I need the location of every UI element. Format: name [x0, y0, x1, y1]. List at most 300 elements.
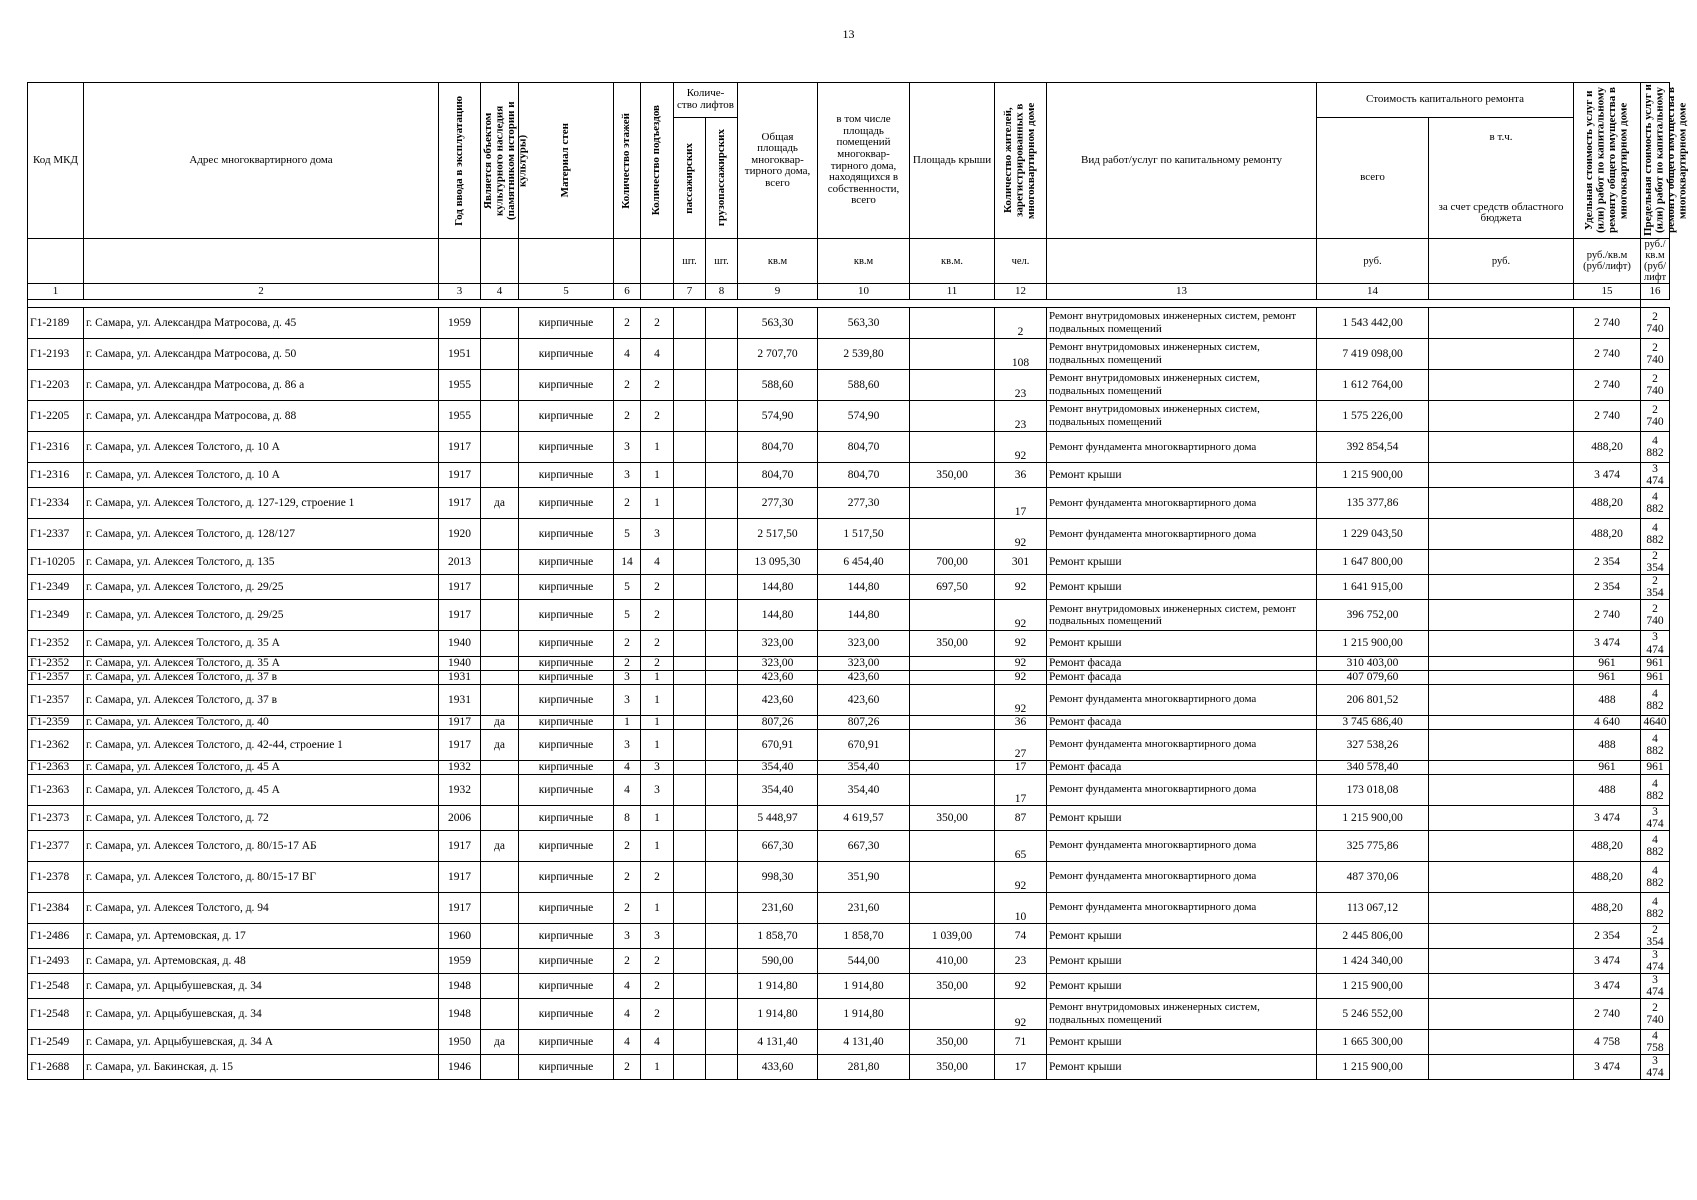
cell-residents: 92 — [995, 973, 1047, 998]
cell-mkd-code: Г1-2316 — [28, 463, 84, 488]
cell-passenger-elevators — [674, 805, 706, 830]
cell-freight-elevators — [706, 519, 738, 550]
cell-mkd-code: Г1-2357 — [28, 670, 84, 684]
cell-passenger-elevators — [674, 861, 706, 892]
cell-roof-area — [910, 684, 995, 715]
cell-year: 1931 — [439, 670, 481, 684]
cell-entrances: 4 — [641, 339, 674, 370]
header-roof-area: Площадь крыши — [910, 83, 995, 239]
cell-limit-cost: 2 354 — [1641, 575, 1670, 600]
cell-heritage — [481, 600, 519, 631]
cell-mkd-code: Г1-2384 — [28, 892, 84, 923]
cell-cost-budget — [1429, 463, 1574, 488]
cell-freight-elevators — [706, 729, 738, 760]
cell-freight-elevators — [706, 948, 738, 973]
cell-heritage — [481, 805, 519, 830]
header-code: Код МКД — [28, 83, 84, 239]
cell-heritage — [481, 519, 519, 550]
cell-entrances: 1 — [641, 463, 674, 488]
cell-cost-total: 5 246 552,00 — [1317, 999, 1429, 1030]
cell-address: г. Самара, ул. Артемовская, д. 17 — [84, 923, 439, 948]
cell-entrances: 1 — [641, 892, 674, 923]
cell-owned-area: 574,90 — [818, 401, 910, 432]
cell-floors: 1 — [614, 715, 641, 729]
cell-heritage — [481, 1055, 519, 1080]
cell-mkd-code: Г1-2548 — [28, 973, 84, 998]
cell-limit-cost: 3 474 — [1641, 973, 1670, 998]
unit-rate: руб./кв.м (руб/лифт) — [1574, 239, 1641, 284]
cell-year: 2006 — [439, 805, 481, 830]
cell-total-area: 998,30 — [738, 861, 818, 892]
cell-entrances: 4 — [641, 550, 674, 575]
cell-heritage: да — [481, 830, 519, 861]
table-row — [28, 1030, 1670, 1055]
cell-work-type: Ремонт фасада — [1047, 656, 1317, 670]
header-cost-budget: за счет средств областного бюджета — [1438, 200, 1564, 225]
cell-residents: 23 — [995, 370, 1047, 401]
cell-freight-elevators — [706, 575, 738, 600]
cell-unit-cost: 3 474 — [1574, 1055, 1641, 1080]
cell-material: кирпичные — [519, 463, 614, 488]
cell-mkd-code: Г1-2378 — [28, 861, 84, 892]
cell-unit-cost: 488,20 — [1574, 519, 1641, 550]
cell-cost-total: 487 370,06 — [1317, 861, 1429, 892]
table-row — [28, 760, 1670, 774]
cell-freight-elevators — [706, 923, 738, 948]
cell-passenger-elevators — [674, 631, 706, 656]
cell-owned-area: 1 914,80 — [818, 973, 910, 998]
cell-mkd-code: Г1-2688 — [28, 1055, 84, 1080]
cell-unit-cost: 488,20 — [1574, 432, 1641, 463]
cell-cost-total: 1 215 900,00 — [1317, 973, 1429, 998]
cell-total-area: 323,00 — [738, 631, 818, 656]
cell-total-area: 574,90 — [738, 401, 818, 432]
cell-floors: 2 — [614, 892, 641, 923]
cell-work-type: Ремонт крыши — [1047, 805, 1317, 830]
column-number: 8 — [706, 284, 738, 300]
cell-floors: 4 — [614, 774, 641, 805]
column-number: 11 — [910, 284, 995, 300]
column-number: 9 — [738, 284, 818, 300]
cell-entrances: 2 — [641, 973, 674, 998]
cell-entrances: 3 — [641, 774, 674, 805]
cell-address: г. Самара, ул. Арцыбушевская, д. 34 А — [84, 1030, 439, 1055]
column-number — [1429, 284, 1574, 300]
cell-cost-budget — [1429, 670, 1574, 684]
table-header — [28, 83, 1689, 300]
cell-owned-area: 1 858,70 — [818, 923, 910, 948]
unit-sqm: кв.м — [738, 239, 818, 284]
cell-limit-cost: 4 882 — [1641, 892, 1670, 923]
column-number: 16 — [1641, 284, 1670, 300]
cell-limit-cost: 961 — [1641, 656, 1670, 670]
cell-work-type: Ремонт внутридомовых инженерных систем, ремонт подвальных помещений — [1047, 308, 1317, 339]
cell-passenger-elevators — [674, 308, 706, 339]
cell-total-area: 563,30 — [738, 308, 818, 339]
header-address: Адрес многоквартирного дома — [84, 83, 439, 239]
cell-owned-area: 2 539,80 — [818, 339, 910, 370]
cell-total-area: 1 914,80 — [738, 999, 818, 1030]
cell-cost-total: 396 752,00 — [1317, 600, 1429, 631]
cell-address: г. Самара, ул. Алексея Толстого, д. 10 А — [84, 463, 439, 488]
cell-cost-total: 7 419 098,00 — [1317, 339, 1429, 370]
cell-address: г. Самара, ул. Алексея Толстого, д. 135 — [84, 550, 439, 575]
unit-rub: руб. — [1317, 239, 1429, 284]
cell-total-area: 277,30 — [738, 488, 818, 519]
cell-cost-total: 327 538,26 — [1317, 729, 1429, 760]
cell-residents: 108 — [995, 339, 1047, 370]
cell-material: кирпичные — [519, 575, 614, 600]
cell-cost-total: 1 665 300,00 — [1317, 1030, 1429, 1055]
cell-unit-cost: 488,20 — [1574, 830, 1641, 861]
cell-residents: 92 — [995, 519, 1047, 550]
cell-limit-cost: 4 882 — [1641, 432, 1670, 463]
table-row — [28, 923, 1670, 948]
cell-floors: 5 — [614, 600, 641, 631]
cell-work-type: Ремонт фасада — [1047, 670, 1317, 684]
cell-passenger-elevators — [674, 830, 706, 861]
cell-heritage — [481, 923, 519, 948]
cell-passenger-elevators — [674, 1030, 706, 1055]
cell-limit-cost: 3 474 — [1641, 805, 1670, 830]
column-number — [641, 284, 674, 300]
cell-limit-cost: 4 882 — [1641, 774, 1670, 805]
cell-total-area: 804,70 — [738, 432, 818, 463]
cell-address: г. Самара, ул. Алексея Толстого, д. 80/15-17 АБ — [84, 830, 439, 861]
cell-mkd-code: Г1-2189 — [28, 308, 84, 339]
cell-unit-cost: 4 640 — [1574, 715, 1641, 729]
cell-work-type: Ремонт фундамента многоквартирного дома — [1047, 861, 1317, 892]
cell-work-type: Ремонт фундамента многоквартирного дома — [1047, 519, 1317, 550]
cell-roof-area — [910, 370, 995, 401]
cell-year: 1959 — [439, 308, 481, 339]
cell-freight-elevators — [706, 1030, 738, 1055]
cell-limit-cost: 961 — [1641, 760, 1670, 774]
cell-mkd-code: Г1-2316 — [28, 432, 84, 463]
cell-owned-area: 323,00 — [818, 656, 910, 670]
header-year: Год ввода в эксплуатацию — [452, 95, 465, 226]
table-row — [28, 463, 1670, 488]
cell-cost-total: 325 775,86 — [1317, 830, 1429, 861]
capital-repair-table — [27, 82, 1689, 1080]
cell-address: г. Самара, ул. Бакинская, д. 15 — [84, 1055, 439, 1080]
cell-unit-cost: 488 — [1574, 774, 1641, 805]
cell-passenger-elevators — [674, 892, 706, 923]
header-entrances: Количество подъездов — [650, 105, 663, 216]
cell-limit-cost: 4 882 — [1641, 488, 1670, 519]
cell-year: 1917 — [439, 575, 481, 600]
cell-heritage — [481, 973, 519, 998]
cell-heritage — [481, 670, 519, 684]
cell-mkd-code: Г1-2363 — [28, 774, 84, 805]
table-row — [28, 729, 1670, 760]
cell-owned-area: 231,60 — [818, 892, 910, 923]
cell-entrances: 2 — [641, 575, 674, 600]
cell-material: кирпичные — [519, 370, 614, 401]
cell-freight-elevators — [706, 861, 738, 892]
cell-freight-elevators — [706, 401, 738, 432]
cell-residents: 17 — [995, 1055, 1047, 1080]
cell-material: кирпичные — [519, 656, 614, 670]
cell-work-type: Ремонт крыши — [1047, 1030, 1317, 1055]
table-row — [28, 948, 1670, 973]
cell-material: кирпичные — [519, 401, 614, 432]
cell-entrances: 2 — [641, 999, 674, 1030]
cell-work-type: Ремонт крыши — [1047, 923, 1317, 948]
cell-floors: 2 — [614, 1055, 641, 1080]
column-number: 1 — [28, 284, 84, 300]
cell-entrances: 2 — [641, 861, 674, 892]
cell-total-area: 323,00 — [738, 656, 818, 670]
cell-roof-area — [910, 519, 995, 550]
unit-rate: руб./кв.м (руб/лифт — [1641, 239, 1670, 284]
cell-owned-area: 6 454,40 — [818, 550, 910, 575]
cell-unit-cost: 3 474 — [1574, 805, 1641, 830]
cell-work-type: Ремонт внутридомовых инженерных систем, подвальных помещений — [1047, 401, 1317, 432]
cell-address: г. Самара, ул. Алексея Толстого, д. 94 — [84, 892, 439, 923]
cell-owned-area: 277,30 — [818, 488, 910, 519]
cell-freight-elevators — [706, 892, 738, 923]
cell-owned-area: 804,70 — [818, 463, 910, 488]
table-row — [28, 805, 1670, 830]
cell-year: 1917 — [439, 488, 481, 519]
table-row — [28, 715, 1670, 729]
cell-address: г. Самара, ул. Арцыбушевская, д. 34 — [84, 973, 439, 998]
cell-address: г. Самара, ул. Алексея Толстого, д. 29/25 — [84, 600, 439, 631]
cell-address: г. Самара, ул. Александра Матросова, д. 88 — [84, 401, 439, 432]
cell-mkd-code: Г1-2352 — [28, 631, 84, 656]
header-unit-cost: Удельная стоимость услуг и (или) работ по капитальному ремонту общего имущества в многоквартирном доме — [1582, 87, 1630, 234]
table-row — [28, 774, 1670, 805]
cell-roof-area: 410,00 — [910, 948, 995, 973]
unit-pcs: шт. — [674, 239, 706, 284]
unit-sqm: кв.м — [818, 239, 910, 284]
cell-owned-area: 4 131,40 — [818, 1030, 910, 1055]
cell-residents: 10 — [995, 892, 1047, 923]
cell-owned-area: 1 517,50 — [818, 519, 910, 550]
table-row — [28, 488, 1670, 519]
cell-address: г. Самара, ул. Арцыбушевская, д. 34 — [84, 999, 439, 1030]
cell-limit-cost: 2 740 — [1641, 600, 1670, 631]
cell-total-area: 2 707,70 — [738, 339, 818, 370]
cell-cost-total: 1 641 915,00 — [1317, 575, 1429, 600]
cell-unit-cost: 961 — [1574, 760, 1641, 774]
header-cost-incl: в т.ч. — [1489, 131, 1513, 143]
cell-cost-total: 407 079,60 — [1317, 670, 1429, 684]
column-number: 14 — [1317, 284, 1429, 300]
cell-address: г. Самара, ул. Артемовская, д. 48 — [84, 948, 439, 973]
cell-entrances: 2 — [641, 600, 674, 631]
cell-cost-total: 310 403,00 — [1317, 656, 1429, 670]
cell-owned-area: 804,70 — [818, 432, 910, 463]
cell-year: 1917 — [439, 463, 481, 488]
cell-heritage: да — [481, 488, 519, 519]
cell-passenger-elevators — [674, 729, 706, 760]
cell-year: 1946 — [439, 1055, 481, 1080]
cell-cost-budget — [1429, 575, 1574, 600]
cell-total-area: 804,70 — [738, 463, 818, 488]
cell-year: 1959 — [439, 948, 481, 973]
cell-entrances: 1 — [641, 684, 674, 715]
cell-roof-area — [910, 999, 995, 1030]
cell-owned-area: 423,60 — [818, 670, 910, 684]
cell-cost-budget — [1429, 550, 1574, 575]
cell-work-type: Ремонт фундамента многоквартирного дома — [1047, 432, 1317, 463]
column-number: 4 — [481, 284, 519, 300]
table-row — [28, 892, 1670, 923]
cell-address: г. Самара, ул. Александра Матросова, д. 86 а — [84, 370, 439, 401]
cell-mkd-code: Г1-2337 — [28, 519, 84, 550]
cell-mkd-code: Г1-2493 — [28, 948, 84, 973]
cell-total-area: 807,26 — [738, 715, 818, 729]
cell-cost-budget — [1429, 656, 1574, 670]
cell-cost-total: 206 801,52 — [1317, 684, 1429, 715]
cell-limit-cost: 2 740 — [1641, 339, 1670, 370]
cell-total-area: 144,80 — [738, 600, 818, 631]
cell-passenger-elevators — [674, 575, 706, 600]
cell-entrances: 2 — [641, 948, 674, 973]
cell-roof-area — [910, 339, 995, 370]
cell-address: г. Самара, ул. Алексея Толстого, д. 45 А — [84, 760, 439, 774]
header-elevators: Количе- ство лифтов — [674, 83, 738, 118]
cell-floors: 4 — [614, 1030, 641, 1055]
cell-total-area: 144,80 — [738, 575, 818, 600]
cell-year: 1917 — [439, 830, 481, 861]
table-row — [28, 308, 1670, 339]
cell-limit-cost: 2 354 — [1641, 923, 1670, 948]
cell-residents: 17 — [995, 774, 1047, 805]
cell-unit-cost: 2 740 — [1574, 370, 1641, 401]
cell-work-type: Ремонт фундамента многоквартирного дома — [1047, 684, 1317, 715]
cell-address: г. Самара, ул. Алексея Толстого, д. 80/15-17 ВГ — [84, 861, 439, 892]
cell-passenger-elevators — [674, 370, 706, 401]
cell-cost-budget — [1429, 774, 1574, 805]
cell-unit-cost: 3 474 — [1574, 463, 1641, 488]
cell-material: кирпичные — [519, 892, 614, 923]
cell-total-area: 670,91 — [738, 729, 818, 760]
cell-passenger-elevators — [674, 432, 706, 463]
cell-entrances: 3 — [641, 923, 674, 948]
cell-owned-area: 351,90 — [818, 861, 910, 892]
header-limit-cost: Предельная стоимость услуг и (или) работ по капитальному ремонту общего имущества в многоквартирном доме — [1642, 84, 1689, 237]
table-row — [28, 670, 1670, 684]
cell-limit-cost: 4 882 — [1641, 519, 1670, 550]
cell-total-area: 354,40 — [738, 774, 818, 805]
cell-cost-total: 1 612 764,00 — [1317, 370, 1429, 401]
cell-passenger-elevators — [674, 1055, 706, 1080]
cell-heritage — [481, 760, 519, 774]
cell-address: г. Самара, ул. Алексея Толстого, д. 128/127 — [84, 519, 439, 550]
cell-owned-area: 144,80 — [818, 600, 910, 631]
cell-address: г. Самара, ул. Алексея Толстого, д. 10 А — [84, 432, 439, 463]
cell-passenger-elevators — [674, 656, 706, 670]
cell-floors: 2 — [614, 401, 641, 432]
cell-total-area: 354,40 — [738, 760, 818, 774]
cell-roof-area: 350,00 — [910, 973, 995, 998]
cell-limit-cost: 2 740 — [1641, 370, 1670, 401]
cell-entrances: 1 — [641, 805, 674, 830]
cell-material: кирпичные — [519, 684, 614, 715]
table-row — [28, 600, 1670, 631]
cell-owned-area: 354,40 — [818, 774, 910, 805]
cell-material: кирпичные — [519, 519, 614, 550]
cell-residents: 92 — [995, 656, 1047, 670]
cell-cost-budget — [1429, 923, 1574, 948]
cell-unit-cost: 488,20 — [1574, 861, 1641, 892]
cell-year: 1931 — [439, 684, 481, 715]
cell-passenger-elevators — [674, 774, 706, 805]
cell-total-area: 423,60 — [738, 684, 818, 715]
cell-address: г. Самара, ул. Алексея Толстого, д. 42-44, строение 1 — [84, 729, 439, 760]
cell-work-type: Ремонт внутридомовых инженерных систем, подвальных помещений — [1047, 999, 1317, 1030]
table-row — [28, 999, 1670, 1030]
cell-floors: 3 — [614, 670, 641, 684]
cell-entrances: 1 — [641, 432, 674, 463]
cell-freight-elevators — [706, 973, 738, 998]
cell-freight-elevators — [706, 760, 738, 774]
cell-material: кирпичные — [519, 550, 614, 575]
cell-owned-area: 544,00 — [818, 948, 910, 973]
cell-floors: 3 — [614, 923, 641, 948]
cell-address: г. Самара, ул. Алексея Толстого, д. 127-129, строение 1 — [84, 488, 439, 519]
cell-mkd-code: Г1-2193 — [28, 339, 84, 370]
unit-rub: руб. — [1429, 239, 1574, 284]
cell-cost-budget — [1429, 948, 1574, 973]
cell-mkd-code: Г1-2349 — [28, 575, 84, 600]
cell-material: кирпичные — [519, 948, 614, 973]
cell-residents: 92 — [995, 631, 1047, 656]
column-number: 5 — [519, 284, 614, 300]
column-number: 13 — [1047, 284, 1317, 300]
cell-cost-budget — [1429, 861, 1574, 892]
header-cost: Стоимость капитального ремонта — [1317, 83, 1574, 118]
cell-year: 1955 — [439, 401, 481, 432]
cell-heritage — [481, 656, 519, 670]
cell-freight-elevators — [706, 600, 738, 631]
cell-limit-cost: 961 — [1641, 670, 1670, 684]
cell-roof-area: 697,50 — [910, 575, 995, 600]
cell-unit-cost: 488,20 — [1574, 892, 1641, 923]
cell-address: г. Самара, ул. Александра Матросова, д. 50 — [84, 339, 439, 370]
cell-freight-elevators — [706, 999, 738, 1030]
cell-heritage — [481, 575, 519, 600]
units-row — [28, 239, 1670, 284]
cell-residents: 87 — [995, 805, 1047, 830]
cell-cost-budget — [1429, 631, 1574, 656]
cell-freight-elevators — [706, 339, 738, 370]
cell-limit-cost: 4 758 — [1641, 1030, 1670, 1055]
cell-year: 1950 — [439, 1030, 481, 1055]
table-row — [28, 432, 1670, 463]
cell-mkd-code: Г1-2373 — [28, 805, 84, 830]
cell-freight-elevators — [706, 308, 738, 339]
column-number: 7 — [674, 284, 706, 300]
cell-material: кирпичные — [519, 805, 614, 830]
table-row — [28, 1055, 1670, 1080]
cell-material: кирпичные — [519, 339, 614, 370]
cell-unit-cost: 961 — [1574, 656, 1641, 670]
cell-total-area: 433,60 — [738, 1055, 818, 1080]
cell-material: кирпичные — [519, 830, 614, 861]
cell-floors: 14 — [614, 550, 641, 575]
table-row — [28, 830, 1670, 861]
cell-floors: 4 — [614, 973, 641, 998]
cell-roof-area: 350,00 — [910, 805, 995, 830]
cell-unit-cost: 4 758 — [1574, 1030, 1641, 1055]
cell-heritage — [481, 401, 519, 432]
cell-year: 1932 — [439, 774, 481, 805]
cell-entrances: 1 — [641, 715, 674, 729]
